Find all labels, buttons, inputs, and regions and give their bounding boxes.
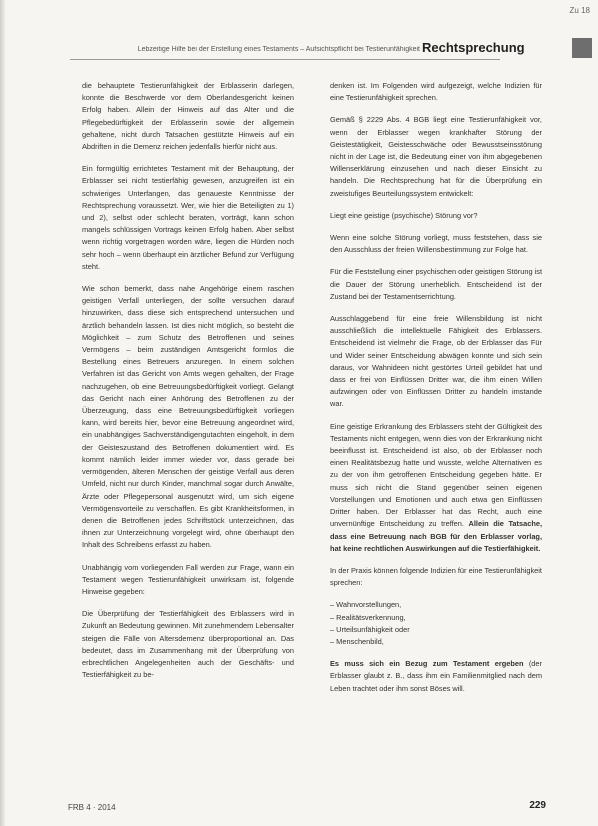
paragraph-text: Eine geistige Erkrankung des Erblassers steht der Gültigkeit des Testaments nicht entgegen, wenn dies von der Erkrankung nicht beeinflusst ist. Entscheidend ist also, ob der Erblasser noch einen Realitätsbezug hatte und wusste, welche Alternativen es zu der von ihm getroffenen Entscheidung gegeben hätte. Er muss sich nicht die Stand gegenüber seinen eigenen Vorstellungen und Emotionen und auch etwa gen Einflüssen Dritter haben. Der Erblasser hat das Recht, auch eine unvernünftige Entscheidung zu treffen.: [330, 421, 542, 529]
paragraph-text: (der Erblasser glaubt z. B., dass ihm ein Familienmitglied nach dem Leben trachtet oder ihm sonst Böses will.: [330, 659, 542, 693]
paragraph: denken ist. Im Folgenden wird aufgezeigt, welche Indizien für eine Testierunfähigkeit sprechen.: [330, 81, 542, 103]
list-item: – Realitätsverkennung,: [330, 612, 542, 624]
paragraph: [330, 114, 542, 199]
paragraph: Wie schon bemerkt, dass nahe Angehörige einem raschen geistigen Verfall unterliegen, der sollte versuchen darauf hinzuwirken, dass diese sich entsprechend untersuchen und ärztlich behandeln lassen. Ist dies nicht möglich, so besteht die Möglichkeit – zum Schutz des Betroffenen und seines Vermögens – beim zuständigen Amtsgericht formlos die Bestellung eines Betreuers anzuregen. In einem solchen Verfahren ist das Gericht von Amts wegen gehalten, der Frage nachzugehen, ob eine Betreuungsbedürftigkeit vorliegt. Gelangt das Gericht nach einer Anhörung des Betroffenen zu der Überzeugung, dass eine Betreuungsbedürftigkeit vorliegen kann, wird bereits hier, bevor eine Betreuung angeordnet wird, ein unabhängiges Sachverständigengutachten eingeholt, in dem der Geisteszustand des Betroffenen dokumentiert wird. Es kommt nämlich leider immer wieder vor, dass gerade bei vermögenden, älteren Menschen der geistige Verfall aus deren Umfeld, nicht nur durch Kinder, manchmal sogar durch Anwälte, Ärzte oder Pflegepersonal ausgenutzt wird, um sich eigene Vermögensvorteile zu verschaffen. Es gibt Krankheitsformen, in denen die Betroffenen jedes Schriftstück unterzeichnen, das ihnen zur Unterzeichnung vorgelegt wird, ohne überhaupt den Inhalt des Schreibens erfasst zu haben.: [82, 284, 294, 550]
paragraph: [330, 658, 542, 695]
paragraph: Ein formgültig errichtetes Testament mit der Behauptung, der Erblasser sei nicht testierfähig gewesen, anzugreifen ist ein schwieriges Unterfangen, das genaueste Kenntnisse der Rechtsprechung voraussetzt. Wer, wie hier die Beteiligten zu 1) und 2), selbst oder schlecht beraten, vorträgt, kann schon mangels schlüssigen Vortrags keinen Erfolg haben. Aber selbst wenn richtig vorgetragen worden wäre, liegen die Hürden noch sehr hoch – wenn überhaupt ein ärztlicher Befund zur Verfügung steht.: [82, 164, 294, 271]
paragraph: Unabhängig vom vorliegenden Fall werden zur Frage, wann ein Testament wegen Testierunfähigkeit unwirksam ist, folgende Hinweise gegeben:: [82, 562, 294, 596]
paragraph: Für die Feststellung einer psychischen oder geistigen Störung ist die Dauer der Störung unerheblich. Entscheidend ist der Zustand bei der Testamentserrichtung.: [330, 267, 542, 301]
paragraph: [330, 421, 542, 555]
emphasis-text: Es muss sich ein Bezug zum Testament ergeben: [330, 659, 524, 669]
section-title: Rechtsprechung: [422, 40, 525, 55]
right-column: [330, 80, 542, 705]
paragraph: Wenn eine solche Störung vorliegt, muss feststehen, dass sie den Ausschluss der freien Willensbestimmung zur Folge hat.: [330, 233, 542, 255]
question-heading: Liegt eine geistige (psychische) Störung vor?: [330, 210, 478, 220]
page-number: 229: [529, 800, 546, 811]
indicator-list: [330, 599, 542, 648]
list-item: – Wahnvorstellungen,: [330, 599, 542, 611]
list-item: – Urteilsunfähigkeit oder: [330, 624, 542, 636]
header-subtitle: Lebzeitige Hilfe bei der Erstellung eines Testaments – Aufsichtspflicht bei Testierunfähigkeit: [137, 46, 420, 53]
statute-text: Gemäß § 2229 Abs. 4 BGB liegt eine Testierunfähigkeit vor, wenn der Erblasser wegen krankhafter Störung der Geistestätigkeit, Geistesschwäche oder Bewusstseinsstörung nicht in der Lage ist, die Bedeutung einer von ihm abgegebenen Willenserklärung einzusehen und nach dieser Einsicht zu handeln. Die Rechtsprechung hat für die Überprüfung ein zweistufiges Beurteilungssystem entwickelt:: [330, 115, 542, 198]
header-rule: [70, 59, 500, 60]
header-tab-marker: [572, 38, 592, 58]
emphasis-text: Allein die Tatsache, dass eine Betreuung nach BGB für den Erblasser vorlag, hat keine rechtlichen Auswirkungen auf die Testierfähigkeit.: [330, 519, 543, 553]
journal-issue: FRB 4 · 2014: [68, 803, 116, 812]
paragraph: Die Überprüfung der Testierfähigkeit des Erblassers wird in Zukunft an Bedeutung gewinnen. Mit zunehmendem Lebensalter steigen die Fälle von Altersdemenz überproportional an. Das bedeutet, dass im Zusammenhang mit der Überprüfung von erbrechtlichen Angelegenheiten auch der Geschäfts- und Testierfähigkeit zu be-: [82, 609, 295, 680]
paragraph: Ausschlaggebend für eine freie Willensbildung ist nicht ausschließlich die intellektuelle Fähigkeit des Erblassers. Entscheidend ist vielmehr die Frage, ob der Erblasser das Für und Wider seiner Entscheidung abwägen konnte und sich sein daraus, vor Wahnideen nicht gestörtes Urteil gebildet hat und dass er frei von Einflüssen Dritter war, die ihm einen Willen aufzwingen oder von Einflüssen Dritter zu handeln imstande war.: [330, 314, 542, 409]
list-item: – Menschenbild,: [330, 636, 542, 648]
scan-edge: [0, 0, 6, 826]
running-header: [70, 38, 592, 58]
paragraph: In der Praxis können folgende Indizien für eine Testierunfähigkeit sprechen:: [330, 565, 542, 588]
paragraph: die behauptete Testierunfähigkeit der Erblasserin darlegen, konnte die Beschwerde vor dem Oberlandesgericht keinen Erfolg haben. Allein der Hinweis auf das Alter und die Pflegebedürftigkeit der Erblasserin sowie der allgemein gehaltene, nicht durch Tatsachen gestützte Hinweis auf ein Abdriften in die Demenz reichen jedenfalls hierfür nicht aus.: [82, 81, 294, 152]
left-column: [82, 80, 294, 691]
top-reference: Zu 18: [569, 6, 590, 15]
